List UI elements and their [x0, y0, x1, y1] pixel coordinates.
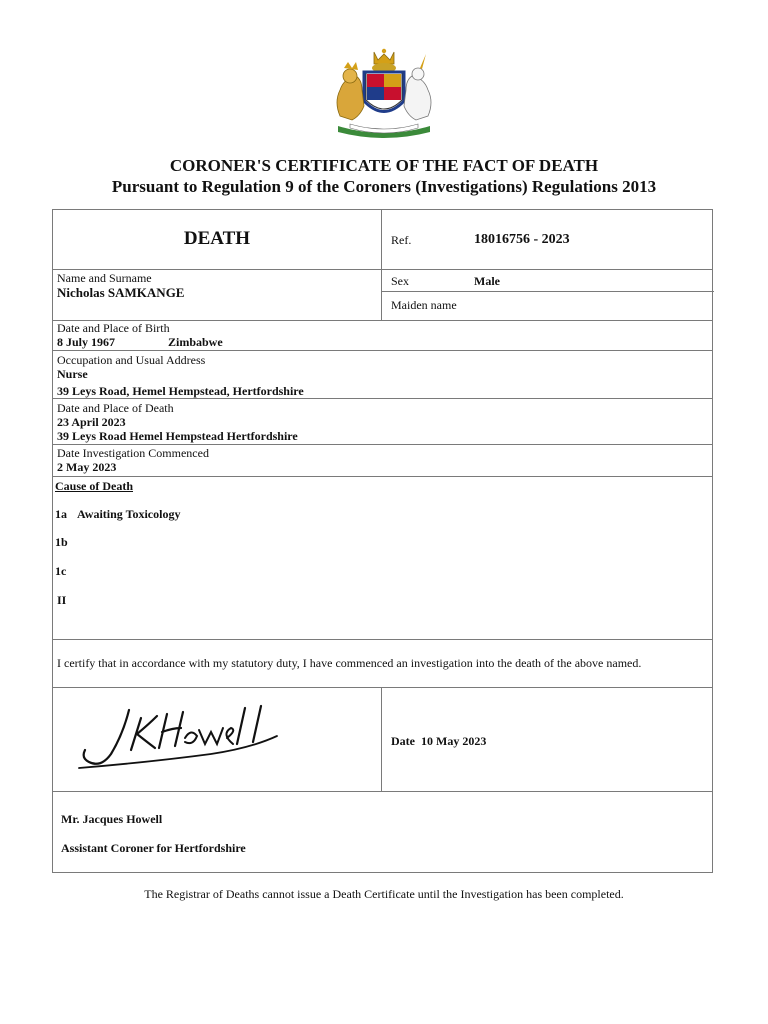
rule: [53, 444, 712, 445]
column-divider: [381, 687, 382, 791]
rule: [53, 350, 712, 351]
investigation-date: 2 May 2023: [57, 460, 117, 474]
ref-label: Ref.: [391, 233, 412, 247]
rule: [53, 476, 712, 477]
certificate-title: CORONER'S CERTIFICATE OF THE FACT OF DEATH: [169, 156, 599, 175]
rule: [53, 398, 712, 399]
certification-statement: I certify that in accordance with my statutory duty, I have commenced an investigation into the death of the above named.: [57, 656, 642, 670]
investigation-label: Date Investigation Commenced: [57, 446, 209, 460]
birth-date: 8 July 1967: [57, 335, 116, 349]
name-label: Name and Surname: [57, 271, 152, 285]
cause-code-ii: II: [57, 593, 67, 607]
registrar-note: The Registrar of Deaths cannot issue a Death Certificate until the Investigation has been completed.: [144, 887, 624, 901]
date-value: 10 May 2023: [421, 734, 487, 748]
rule: [53, 269, 712, 270]
royal-coat-of-arms-icon: [320, 46, 448, 142]
occupation-value: Nurse: [57, 367, 88, 381]
death-label: Date and Place of Death: [57, 401, 174, 415]
maiden-name-label: Maiden name: [391, 298, 457, 312]
occupation-label: Occupation and Usual Address: [57, 353, 206, 367]
cause-code-1b: 1b: [55, 535, 68, 549]
birth-place: Zimbabwe: [168, 335, 223, 349]
cause-text-1a: Awaiting Toxicology: [77, 507, 181, 521]
death-date: 23 April 2023: [57, 415, 126, 429]
name-value: Nicholas SAMKANGE: [57, 285, 185, 300]
cause-code-1c: 1c: [55, 564, 67, 578]
coroner-title: Assistant Coroner for Hertfordshire: [61, 841, 246, 855]
sex-value: Male: [474, 274, 500, 288]
record-heading: DEATH: [183, 228, 251, 249]
column-divider: [381, 210, 382, 320]
signature: [71, 704, 283, 776]
date-label: Date: [391, 734, 415, 748]
rule: [53, 639, 712, 640]
address-value: 39 Leys Road, Hemel Hempstead, Hertfordshire: [57, 384, 304, 398]
certificate-subtitle: Pursuant to Regulation 9 of the Coroners (Investigations) Regulations 2013: [111, 177, 657, 196]
death-place: 39 Leys Road Hemel Hempstead Hertfordshire: [57, 429, 298, 443]
certificate-form: [52, 209, 713, 873]
rule: [53, 791, 712, 792]
sex-label: Sex: [391, 274, 409, 288]
cause-code-1a: 1a: [55, 507, 67, 521]
rule: [382, 291, 714, 292]
coroner-name: Mr. Jacques Howell: [61, 812, 163, 826]
ref-value: 18016756 - 2023: [474, 232, 570, 247]
rule: [53, 687, 712, 688]
birth-label: Date and Place of Birth: [57, 321, 170, 335]
cause-of-death-label: Cause of Death: [55, 479, 133, 493]
signature-date: [391, 734, 486, 748]
